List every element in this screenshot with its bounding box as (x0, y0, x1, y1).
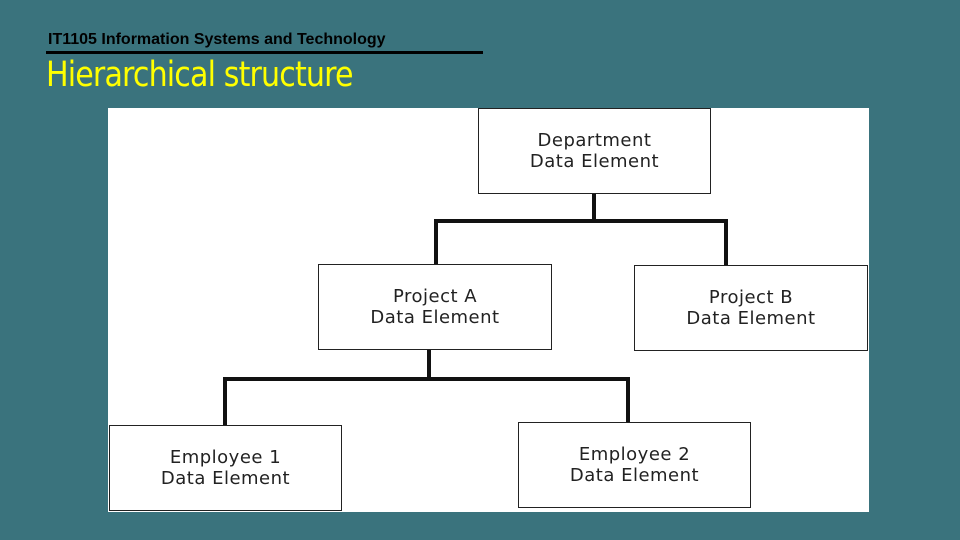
node-label: Project B (708, 287, 794, 308)
node-label: Department (537, 130, 652, 151)
hierarchy-diagram (108, 108, 869, 512)
node-sublabel: Data Element (160, 468, 291, 489)
project-b-node (634, 265, 868, 351)
node-sublabel: Data Element (529, 151, 660, 172)
employee-2-node (518, 422, 751, 508)
node-label: Project A (392, 286, 478, 307)
department-node (478, 108, 711, 194)
node-label: Employee 1 (169, 447, 282, 468)
node-sublabel: Data Element (370, 307, 500, 328)
course-title: IT1105 Information Systems and Technology (48, 31, 386, 48)
node-sublabel: Data Element (569, 465, 700, 486)
employee-1-node (109, 425, 342, 511)
node-label: Employee 2 (578, 444, 691, 465)
node-sublabel: Data Element (686, 308, 816, 329)
slide-title: Hierarchical structure (46, 55, 353, 95)
title-underline (46, 51, 483, 54)
project-a-node (318, 264, 552, 350)
